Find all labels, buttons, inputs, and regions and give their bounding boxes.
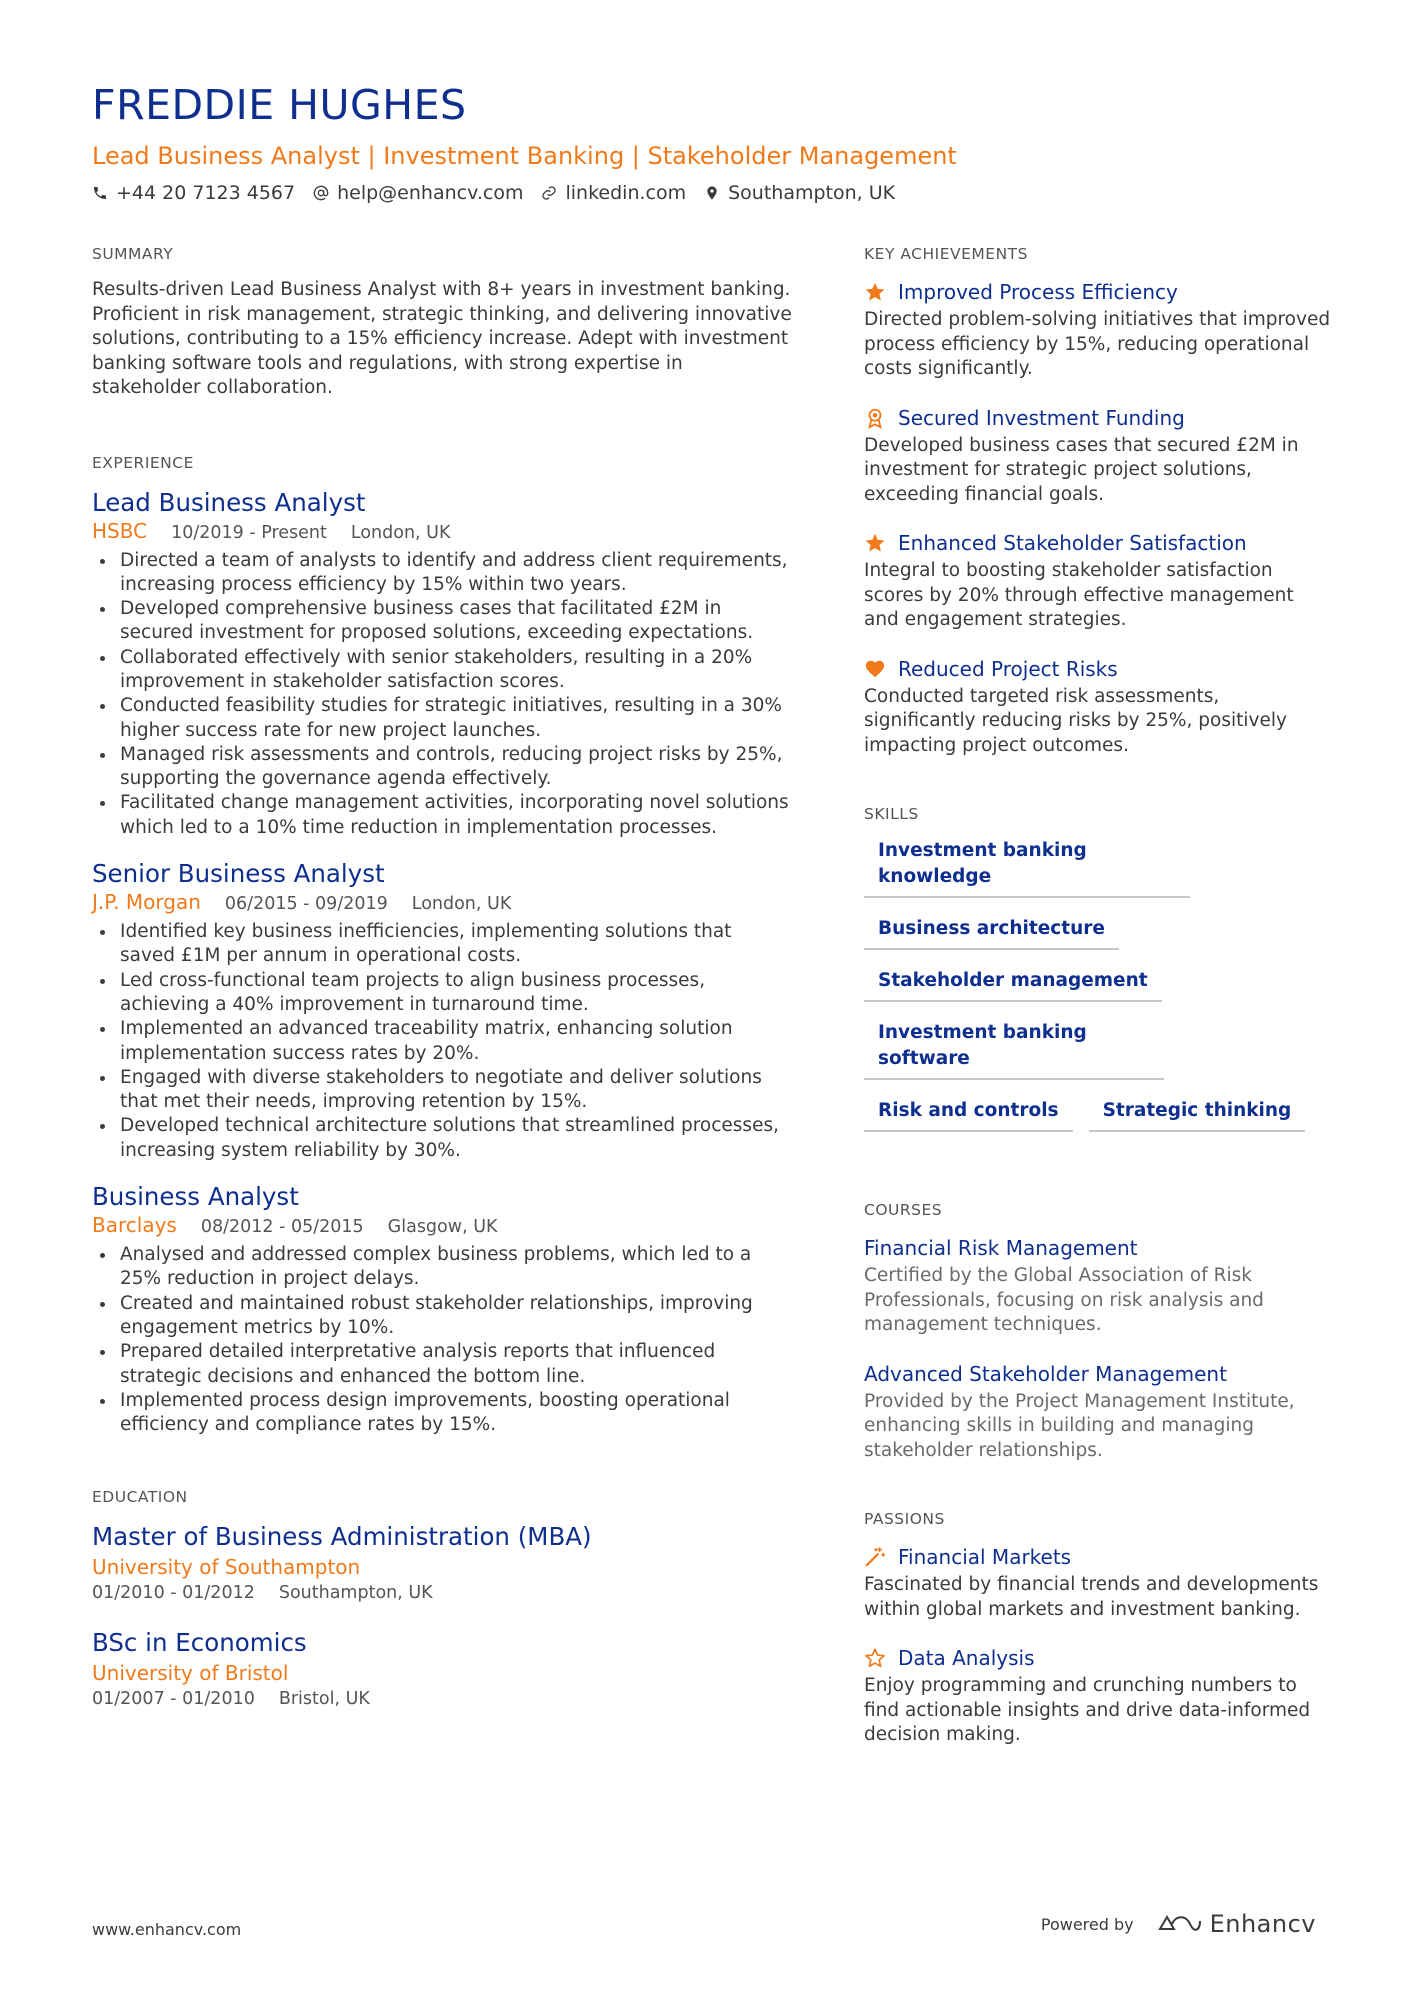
passion-header bbox=[864, 1543, 1334, 1571]
education-location: Bristol, UK bbox=[278, 1689, 370, 1710]
job-company: HSBC bbox=[92, 518, 148, 543]
passion-desc: Enjoy programming and crunching numbers to find actionable insights and drive data-informed decision making. bbox=[864, 1675, 1311, 1745]
job-entry bbox=[92, 858, 792, 1163]
skill-tag: Investment banking knowledge bbox=[864, 838, 1190, 898]
courses-section bbox=[864, 1200, 1334, 1463]
job-dates: 06/2015 - 09/2019 bbox=[224, 894, 388, 915]
achievements-section bbox=[864, 244, 1334, 758]
course-item bbox=[864, 1234, 1334, 1338]
job-location: London, UK bbox=[411, 894, 512, 915]
skill-tag: Risk and controls bbox=[864, 1098, 1073, 1132]
job-bullet: Managed risk assessments and controls, reducing project risks by 25%, supporting the governance agenda effectively. bbox=[92, 743, 792, 792]
achievement-title: Enhanced Stakeholder Satisfaction bbox=[898, 531, 1247, 555]
resume-header bbox=[92, 80, 1322, 206]
job-bullet: Created and maintained robust stakeholder relationships, improving engagement metrics by 10%. bbox=[92, 1292, 792, 1341]
job-bullet: Implemented an advanced traceability matrix, enhancing solution implementation success rates by 20%. bbox=[92, 1017, 792, 1066]
achievement-header bbox=[864, 655, 1334, 683]
job-meta bbox=[92, 1213, 792, 1239]
achievement-title: Reduced Project Risks bbox=[898, 656, 1118, 681]
contact-linkedin[interactable] bbox=[541, 180, 686, 206]
star-icon bbox=[864, 532, 886, 554]
achievement-header bbox=[864, 529, 1334, 557]
phone-icon bbox=[92, 185, 108, 201]
school-name: University of Southampton bbox=[92, 1555, 361, 1580]
achievement-desc: Conducted targeted risk assessments, significantly reducing risks by 25%, positively impacting project outcomes. bbox=[864, 685, 1287, 756]
education-meta bbox=[92, 1687, 792, 1711]
achievement-item bbox=[864, 278, 1334, 382]
job-bullet: Analysed and addressed complex business problems, which led to a 25% reduction in project delays. bbox=[92, 1243, 792, 1292]
heart-icon bbox=[864, 658, 886, 680]
passion-header bbox=[864, 1644, 1334, 1672]
magic-wand-icon bbox=[864, 1546, 886, 1568]
contact-row bbox=[92, 180, 1322, 206]
skill-tag: Strategic thinking bbox=[1089, 1098, 1306, 1132]
achievement-item bbox=[864, 655, 1334, 759]
skills-title: SKILLS bbox=[864, 805, 919, 823]
job-bullet: Developed comprehensive business cases that facilitated £2M in secured investment for proposed solutions, exceeding expectations. bbox=[92, 597, 792, 646]
achievement-desc: Directed problem-solving initiatives that improved process efficiency by 15%, reducing operational costs significantly. bbox=[864, 309, 1331, 379]
job-bullet: Developed technical architecture solutions that streamlined processes, increasing system reliability by 30%. bbox=[92, 1114, 792, 1163]
summary-text: Results-driven Lead Business Analyst with 8+ years in investment banking. Proficient in risk management, strategic thinking, and delivering innovative solutions, contributing to a 15% efficiency increase. Adept with investment banking software tools and regulations, with strong expertise in stakeholder collaboration. bbox=[92, 279, 792, 398]
skills-list bbox=[864, 838, 1324, 1132]
job-dates: 10/2019 - Present bbox=[171, 522, 327, 543]
course-item bbox=[864, 1360, 1334, 1464]
job-title: Business Analyst bbox=[92, 1182, 299, 1212]
job-bullet: Conducted feasibility studies for strategic initiatives, resulting in a 30% higher success rate for new project launches. bbox=[92, 694, 792, 743]
achievement-header bbox=[864, 278, 1334, 306]
education-location: Southampton, UK bbox=[278, 1583, 433, 1604]
award-icon bbox=[864, 407, 886, 429]
star-outline-icon bbox=[864, 1647, 886, 1669]
job-meta bbox=[92, 890, 792, 916]
achievement-desc: Developed business cases that secured £2M in investment for strategic project solutions, exceeding financial goals. bbox=[864, 434, 1299, 505]
job-location: London, UK bbox=[350, 522, 451, 543]
achievement-title: Improved Process Efficiency bbox=[898, 280, 1178, 304]
achievement-desc: Integral to boosting stakeholder satisfaction scores by 20% through effective management and engagement strategies. bbox=[864, 560, 1294, 630]
passion-item bbox=[864, 1543, 1334, 1622]
skill-tag: Stakeholder management bbox=[864, 968, 1162, 1002]
footer-branding bbox=[1041, 1910, 1316, 1938]
education-meta bbox=[92, 1581, 792, 1605]
at-sign-icon bbox=[313, 185, 329, 201]
candidate-headline: Lead Business Analyst | Investment Banking | Stakeholder Management bbox=[92, 142, 957, 170]
education-dates: 01/2007 - 01/2010 bbox=[92, 1689, 255, 1710]
job-title: Lead Business Analyst bbox=[92, 487, 366, 517]
job-bullet: Implemented process design improvements, boosting operational efficiency and compliance rates by 15%. bbox=[92, 1389, 792, 1438]
achievement-title: Secured Investment Funding bbox=[898, 405, 1185, 430]
course-title: Financial Risk Management bbox=[864, 1236, 1138, 1260]
job-bullets bbox=[92, 920, 792, 1163]
job-bullet: Identified key business inefficiencies, implementing solutions that saved £1M per annum in operational costs. bbox=[92, 920, 792, 969]
experience-title: EXPERIENCE bbox=[92, 453, 194, 472]
enhancv-logo[interactable] bbox=[1156, 1910, 1316, 1938]
phone-text: +44 20 7123 4567 bbox=[116, 182, 296, 204]
contact-phone[interactable] bbox=[92, 180, 295, 206]
linkedin-text: linkedin.com bbox=[565, 182, 687, 204]
location-pin-icon bbox=[704, 185, 720, 201]
degree-title: Master of Business Administration (MBA) bbox=[92, 1522, 592, 1552]
link-icon bbox=[541, 185, 557, 201]
job-dates: 08/2012 - 05/2015 bbox=[200, 1217, 364, 1238]
job-entry bbox=[92, 1181, 792, 1437]
achievement-header bbox=[864, 404, 1334, 432]
passion-item bbox=[864, 1644, 1334, 1748]
courses-title: COURSES bbox=[864, 1201, 943, 1219]
skill-tag: Business architecture bbox=[864, 916, 1119, 950]
passions-section bbox=[864, 1509, 1334, 1748]
passion-title: Data Analysis bbox=[898, 1646, 1035, 1670]
job-bullet: Facilitated change management activities, incorporating novel solutions which led to a 10% time reduction in implementation processes. bbox=[92, 791, 792, 840]
job-title: Senior Business Analyst bbox=[92, 859, 385, 889]
experience-section bbox=[92, 453, 792, 1438]
job-bullet: Prepared detailed interpretative analysis reports that influenced strategic decisions and enhanced the bottom line. bbox=[92, 1340, 792, 1389]
job-bullet: Engaged with diverse stakeholders to negotiate and deliver solutions that met their needs, improving retention by 15%. bbox=[92, 1066, 792, 1115]
summary-title: SUMMARY bbox=[92, 245, 174, 263]
skill-tag: Investment banking software bbox=[864, 1020, 1164, 1080]
passions-title: PASSIONS bbox=[864, 1510, 945, 1528]
skills-section bbox=[864, 804, 1334, 1132]
achievement-item bbox=[864, 404, 1334, 508]
job-bullet: Collaborated effectively with senior stakeholders, resulting in a 20% improvement in stakeholder satisfaction scores. bbox=[92, 646, 792, 695]
location-text: Southampton, UK bbox=[728, 182, 896, 204]
footer-website[interactable]: www.enhancv.com bbox=[92, 1920, 242, 1939]
job-location: Glasgow, UK bbox=[387, 1217, 498, 1238]
brand-name: Enhancv bbox=[1209, 1910, 1316, 1938]
job-bullets bbox=[92, 1243, 792, 1437]
enhancv-logo-icon bbox=[1156, 1911, 1202, 1937]
contact-email[interactable] bbox=[313, 180, 523, 206]
education-dates: 01/2010 - 01/2012 bbox=[92, 1583, 255, 1604]
degree-title: BSc in Economics bbox=[92, 1628, 307, 1658]
job-entry bbox=[92, 487, 792, 841]
education-section bbox=[92, 1487, 792, 1711]
achievements-title: KEY ACHIEVEMENTS bbox=[864, 245, 1028, 263]
education-entry bbox=[92, 1521, 792, 1605]
email-text: help@enhancv.com bbox=[337, 182, 524, 204]
left-column bbox=[92, 244, 792, 1711]
job-company: Barclays bbox=[92, 1213, 177, 1238]
job-bullets bbox=[92, 549, 792, 841]
passion-desc: Fascinated by financial trends and developments within global markets and investment banking. bbox=[864, 1574, 1319, 1620]
achievement-item bbox=[864, 529, 1334, 633]
powered-by-label: Powered by bbox=[1040, 1914, 1134, 1934]
right-column bbox=[864, 244, 1334, 1748]
course-desc: Provided by the Project Management Institute, enhancing skills in building and managing stakeholder relationships. bbox=[864, 1390, 1295, 1461]
course-title: Advanced Stakeholder Management bbox=[864, 1361, 1227, 1386]
course-desc: Certified by the Global Association of Risk Professionals, focusing on risk analysis and management techniques. bbox=[864, 1265, 1264, 1335]
candidate-name: FREDDIE HUGHES bbox=[92, 81, 467, 129]
job-bullet: Directed a team of analysts to identify and address client requirements, increasing process efficiency by 15% within two years. bbox=[92, 549, 792, 598]
summary-section bbox=[92, 244, 792, 401]
school-name: University of Bristol bbox=[92, 1661, 289, 1686]
job-meta bbox=[92, 519, 792, 545]
contact-location bbox=[704, 180, 895, 206]
education-entry bbox=[92, 1627, 792, 1711]
passion-title: Financial Markets bbox=[898, 1545, 1072, 1569]
job-bullet: Led cross-functional team projects to align business processes, achieving a 40% improvement in turnaround time. bbox=[92, 969, 792, 1018]
job-company: J.P. Morgan bbox=[92, 890, 201, 915]
star-icon bbox=[864, 281, 886, 303]
education-title: EDUCATION bbox=[92, 1488, 188, 1507]
